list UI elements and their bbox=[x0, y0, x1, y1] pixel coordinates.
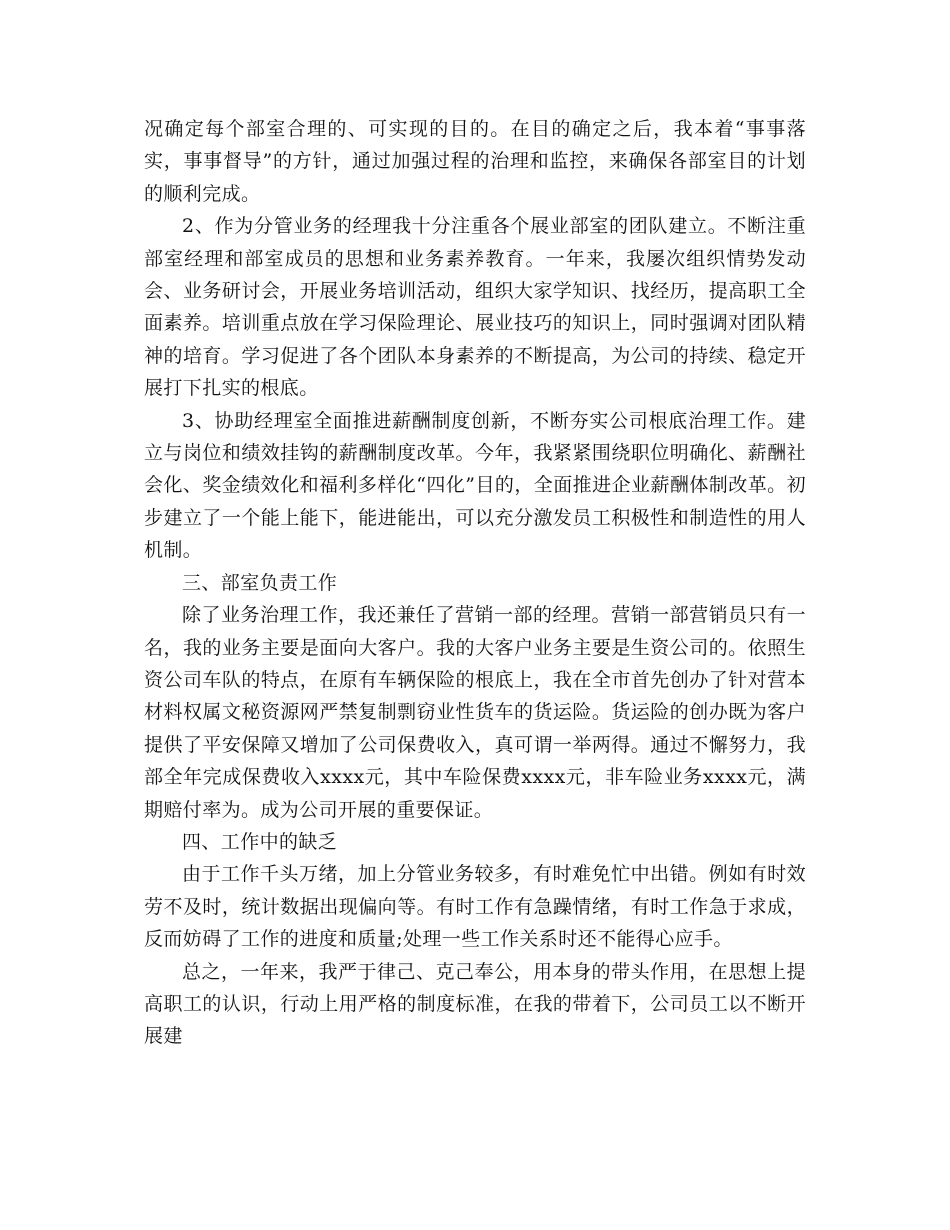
paragraph-department-work: 除了业务治理工作，我还兼任了营销一部的经理。营销一部营销员只有一名，我的业务主要是面向大客户。我的大客户业务主要是生资公司的。依照生资公司车队的特点，在原有车辆保险的根底上，我在全市首先创办了针对营本材料权属文秘资源网严禁复制剽窃业性货车的货运险。货运险的创办既为客户提供了平安保障又增加了公司保费收入，真可谓一举两得。通过不懈努力，我部全年完成保费收入xxxx元，其中车险保费xxxx元，非车险业务xxxx元，满期赔付率为。成为公司开展的重要保证。 bbox=[144, 604, 806, 821]
document-page bbox=[144, 113, 806, 1053]
paragraph-team-building: 2、作为分管业务的经理我十分注重各个展业部室的团队建立。不断注重部室经理和部室成员的思想和业务素养教育。一年来，我屡次组织情势发动会、业务研讨会，开展业务培训活动，组织大家学知识、找经历，提高职工全面素养。培训重点放在学习保险理论、展业技巧的知识上，同时强调对团队精神的培育。学习促进了各个团队本身素养的不断提高，为公司的持续、稳定开展打下扎实的根底。 bbox=[144, 215, 806, 400]
paragraph-shortcomings: 由于工作千头万绪，加上分管业务较多，有时难免忙中出错。例如有时效劳不及时，统计数据出现偏向等。有时工作有急躁情绪，有时工作急于求成，反而妨碍了工作的进度和质量;处理一些工作关系时还不能得心应手。 bbox=[144, 863, 806, 951]
paragraph-salary-reform: 3、协助经理室全面推进薪酬制度创新，不断夯实公司根底治理工作。建立与岗位和绩效挂钩的薪酬制度改革。今年，我紧紧围绕职位明确化、薪酬社会化、奖金绩效化和福利多样化“四化”目的，全面推进企业薪酬体制改革。初步建立了一个能上能下，能进能出，可以充分激发员工积极性和制造性的用人机制。 bbox=[144, 409, 806, 562]
section-heading-department-work: 三、部室负责工作 bbox=[182, 571, 338, 594]
section-heading-shortcomings: 四、工作中的缺乏 bbox=[182, 830, 338, 853]
paragraph-summary: 总之，一年来，我严于律己、克己奉公，用本身的带头作用，在思想上提高职工的认识，行动上用严格的制度标准，在我的带着下，公司员工以不断开展建 bbox=[144, 960, 806, 1048]
paragraph-intro-continued: 况确定每个部室合理的、可实现的目的。在目的确定之后，我本着“事事落实，事事督导”的方针，通过加强过程的治理和监控，来确保各部室目的计划的顺利完成。 bbox=[144, 118, 806, 205]
